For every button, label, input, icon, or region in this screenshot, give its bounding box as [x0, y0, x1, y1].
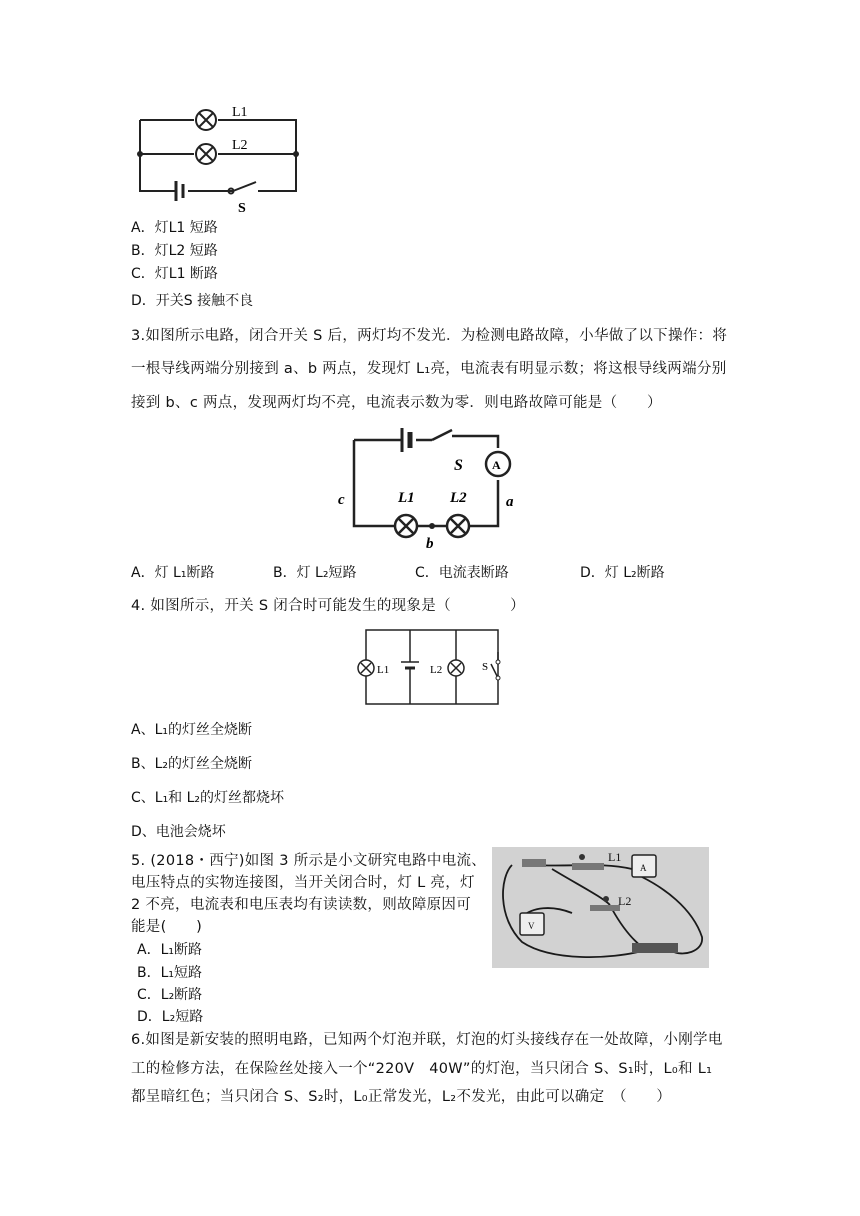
photo-label-v: V — [528, 921, 535, 931]
fig1-label-s: S — [238, 201, 246, 216]
figure-q4-circuit — [352, 622, 512, 712]
q2-option-d: D．开关S 接触不良 — [131, 293, 254, 309]
q6-stem-line-3: 都呈暗红色；当只闭合 S、S₂时，L₀正常发光，L₂不发光，由此可以确定 （ ） — [131, 1089, 672, 1105]
q4-option-d: D、电池会烧坏 — [131, 824, 226, 840]
fig4-label-l1: L1 — [377, 664, 390, 676]
q3-option-b: B．灯 L₂短路 — [273, 565, 357, 581]
fig1-label-l1: L1 — [232, 105, 248, 120]
q5-stem-line-4: 能是( ) — [131, 919, 203, 935]
q5-stem-line-3: 2 不亮，电流表和电压表均有读读数，则故障原因可 — [131, 897, 472, 913]
figure-q3-circuit — [336, 426, 526, 556]
q5-option-b: B．L₁短路 — [137, 965, 203, 981]
fig3-label-l1: L1 — [398, 490, 415, 506]
q3-stem-line-2: 一根导线两端分别接到 a、b 两点，发现灯 L₁亮，电流表有明显示数；将这根导线两端分别 — [131, 361, 727, 377]
q4-option-c: C、L₁和 L₂的灯丝都烧坏 — [131, 790, 285, 806]
fig1-label-l2: L2 — [232, 138, 248, 153]
q2-option-c: C．灯L1 断路 — [131, 266, 218, 282]
q6-stem-line-1: 6.如图是新安装的照明电路，已知两个灯泡并联，灯泡的灯头接线存在一处故障，小刚学电 — [131, 1032, 723, 1048]
fig4-label-s: S — [482, 661, 489, 673]
fig3-label-l2: L2 — [450, 490, 467, 506]
q4-stem: 4. 如图所示，开关 S 闭合时可能发生的现象是（ ） — [131, 598, 525, 614]
fig3-label-c: c — [338, 492, 345, 508]
q2-option-b: B．灯L2 短路 — [131, 243, 218, 259]
q5-option-a: A．L₁断路 — [137, 942, 202, 958]
fig3-label-b: b — [426, 536, 434, 552]
q3-option-d: D．灯 L₂断路 — [580, 565, 665, 581]
fig3-label-a: a — [506, 494, 514, 510]
q4-option-b: B、L₂的灯丝全烧断 — [131, 756, 253, 772]
q4-option-a: A、L₁的灯丝全烧断 — [131, 722, 252, 738]
q6-stem-line-2: 工的检修方法，在保险丝处接入一个“220V 40W”的灯泡，当只闭合 S、S₁时，L₀和 L₁ — [131, 1061, 713, 1077]
q2-option-a: A．灯L1 短路 — [131, 220, 218, 236]
q3-stem-line-1: 3.如图所示电路，闭合开关 S 后，两灯均不发光．为检测电路故障，小华做了以下操作：将 — [131, 328, 728, 344]
q5-option-c: C．L₂断路 — [137, 987, 203, 1003]
figure-q2-circuit — [128, 96, 308, 216]
fig3-label-a-meter: A — [492, 458, 501, 472]
q5-option-d: D．L₂短路 — [137, 1009, 204, 1025]
q3-stem-line-3: 接到 b、c 两点，发现两灯均不亮，电流表示数为零．则电路故障可能是（ ） — [131, 395, 662, 411]
q5-photo — [492, 847, 709, 968]
photo-label-l2: L2 — [618, 894, 632, 908]
q3-option-a: A．灯 L₁断路 — [131, 565, 215, 581]
fig3-label-s: S — [454, 457, 463, 474]
photo-label-l1: L1 — [608, 850, 622, 864]
q5-stem-line-1: 5. (2018・西宁)如图 3 所示是小文研究电路中电流、 — [131, 853, 487, 869]
fig4-label-l2: L2 — [430, 664, 443, 676]
photo-label-a: A — [640, 863, 647, 873]
q5-stem-line-2: 电压特点的实物连接图，当开关闭合时，灯 L 亮，灯 — [131, 875, 475, 891]
q3-option-c: C．电流表断路 — [415, 565, 509, 581]
